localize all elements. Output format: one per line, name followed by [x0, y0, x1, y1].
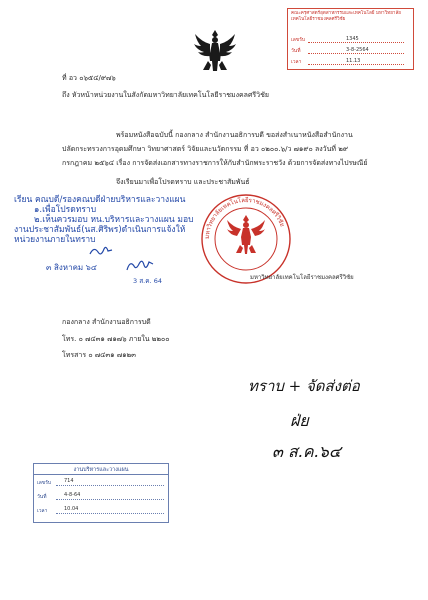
note-date-short: 3 ส.ค. 64: [133, 277, 162, 285]
handwritten-date: ๓ ส.ค.๖๔: [272, 442, 341, 461]
note-line-1: เรียน คณบดี/รองคณบดีฝ่ายบริหารและวางแผน: [14, 195, 186, 205]
bottom-no-value: 714: [64, 478, 74, 484]
note-date-thai: ๓ สิงหาคม ๖๔: [46, 263, 97, 272]
note-line-4: งานประชาสัมพันธ์(นส.ศิริพร)ดำเนินการแจ้งให้: [14, 225, 186, 235]
bottom-date-value: 4-8-64: [64, 492, 81, 498]
garuda-emblem-icon: [193, 28, 237, 74]
seal-ring-text: มหาวิทยาลัยเทคโนโลยีราชมงคลศรีวิชัย: [203, 196, 286, 240]
body-line-2: ปลัดกระทรวงการอุดมศึกษา วิทยาศาสตร์ วิจัยและนวัตกรรม ที่ อว ๐๒๐๐.๖/ว ๗๑๙๐ ลงวันที่ ๒๙: [62, 145, 348, 153]
bottom-time-value: 10.04: [64, 506, 79, 512]
receipt-time-value: 11.13: [346, 58, 361, 64]
blue-signature-1-icon: [88, 244, 114, 260]
bottom-time-label: เวลา: [37, 508, 48, 514]
receipt-date-label: วันที่: [291, 48, 301, 54]
handwritten-signature: ฝ่ย: [290, 411, 309, 430]
note-line-5: หน่วยงานภายในทราบ: [14, 235, 96, 245]
receipt-no-value: 1345: [346, 36, 359, 42]
addressee-line: ถึง หัวหน้าหน่วยงานในสังกัดมหาวิทยาลัยเทคโนโลยีราชมงคลศรีวิชัย: [62, 91, 269, 99]
document-number: ที่ อว ๐๖๕๔/๙๗๖: [62, 74, 116, 82]
blue-signature-2-icon: [125, 258, 155, 274]
receipt-stamp-top: [287, 8, 414, 70]
bottom-date-label: วันที่: [37, 494, 47, 500]
footer-fax: โทรสาร ๐ ๗๔๓๑ ๗๑๒๓: [62, 351, 136, 359]
footer-tel: โทร. ๐ ๗๔๓๑ ๗๑๗๖ ภายใน ๒๒๐๐: [62, 335, 170, 343]
seal-caption: มหาวิทยาลัยเทคโนโลยีราชมงคลศรีวิชัย: [250, 274, 354, 281]
receipt-time-label: เวลา: [291, 59, 302, 65]
receipt-no-label: เลขรับ: [291, 37, 306, 43]
handwritten-note: ทราบ + จัดส่งต่อ: [248, 377, 360, 395]
body-line-1: พร้อมหนังสือฉบับนี้ กองกลาง สำนักงานอธิการบดี ขอส่งสำเนาหนังสือสำนักงาน: [116, 131, 353, 139]
note-line-3: ๒.เห็นควรมอบ หน.บริหารและวางแผน มอบ: [34, 215, 194, 225]
body-line-3: กรกฎาคม ๒๕๖๔ เรื่อง การจัดส่งเอกสารทางราชการให้กับสำนักพระราชวัง ด้วยการจัดส่งทางไปรษณีย์: [62, 159, 368, 167]
bottom-no-label: เลขรับ: [37, 480, 52, 486]
closing-line: จึงเรียนมาเพื่อโปรดทราบ และประชาสัมพันธ์: [116, 178, 250, 186]
receipt-stamp-header: คณะครุศาสตร์อุตสาหกรรมและเทคโนโลยี มหาวิทยาลัยเทคโนโลยีราชมงคลศรีวิชัย: [291, 11, 401, 22]
receipt-stamp-bottom: [33, 463, 169, 523]
footer-office: กองกลาง สำนักงานอธิการบดี: [62, 318, 151, 326]
receipt-date-value: 3-8-2564: [346, 47, 369, 53]
note-line-2: ๑.เพื่อโปรดทราบ: [34, 205, 97, 215]
bottom-stamp-header: งานบริหารและวางแผน: [73, 467, 129, 473]
